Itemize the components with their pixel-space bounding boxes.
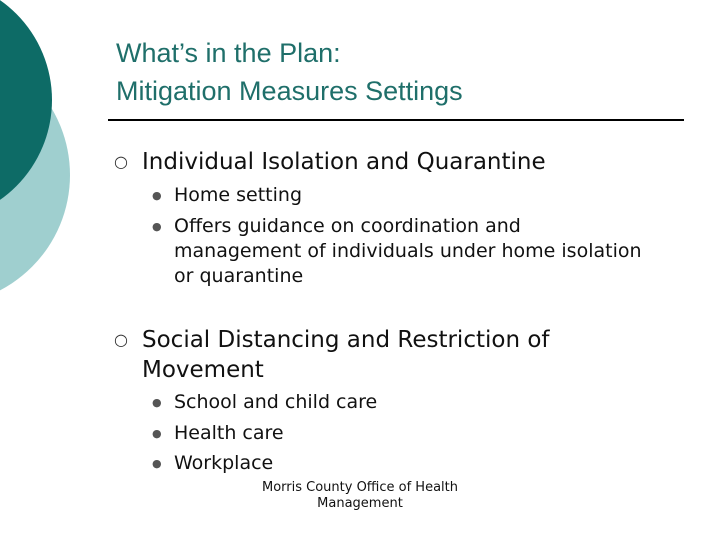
section-heading-distancing: ○ Social Distancing and Restriction of Movement xyxy=(114,327,550,383)
list-item: ● School and child care xyxy=(152,391,378,413)
title-line-1: What’s in the Plan: xyxy=(116,38,341,68)
bullet-ring-icon: ○ xyxy=(114,152,128,171)
bullet-dot-icon: ● xyxy=(152,396,162,409)
bullet-dot-icon: ● xyxy=(152,220,162,233)
bullet-ring-icon: ○ xyxy=(114,330,128,349)
list-item: ● Health care xyxy=(152,422,284,444)
title-line-2: Mitigation Measures Settings xyxy=(116,76,463,106)
bullet-dot-icon: ● xyxy=(152,427,162,440)
section-heading-isolation: ○ Individual Isolation and Quarantine xyxy=(114,149,546,175)
bullet-dot-icon: ● xyxy=(152,457,162,470)
title-divider xyxy=(108,119,684,121)
footer-text: Morris County Office of Health Management xyxy=(261,480,458,511)
list-item: ● Home setting xyxy=(152,184,303,206)
bullet-dot-icon: ● xyxy=(152,189,162,202)
decorative-circles xyxy=(0,0,120,300)
slide-title xyxy=(116,34,696,110)
list-item: ● Offers guidance on coordination and management of individuals under home isolation or quarantine xyxy=(152,215,642,287)
list-item: ● Workplace xyxy=(152,452,274,474)
